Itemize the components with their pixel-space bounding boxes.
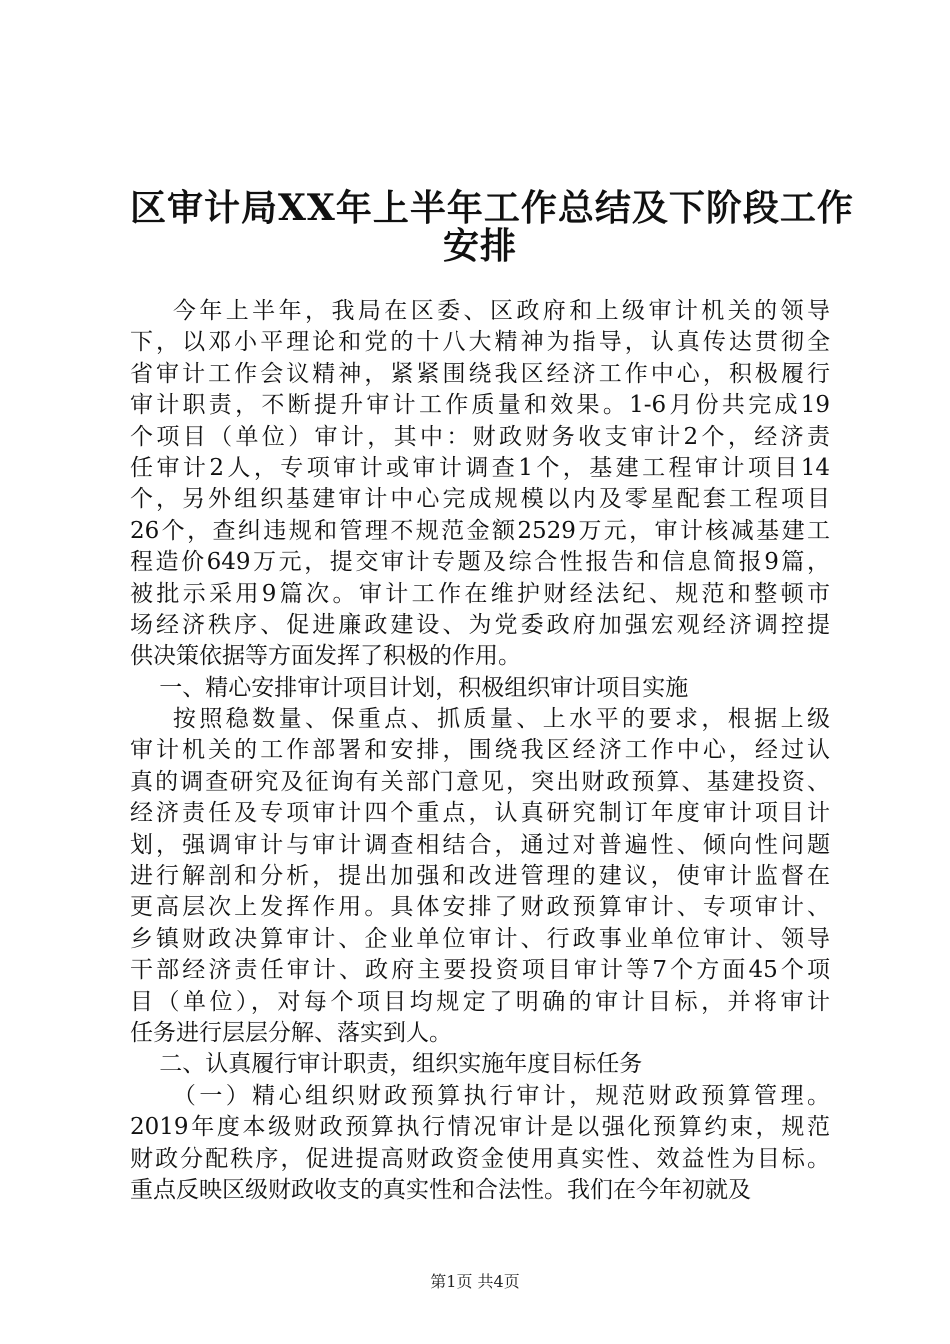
body-line: 2019年度本级财政预算执行情况审计是以强化预算约束，规范 xyxy=(130,1114,830,1141)
body-line: 个项目（单位）审计，其中：财政财务收支审计2个，经济责 xyxy=(130,423,830,450)
body-line: 程造价649万元，提交审计专题及综合性报告和信息简报9篇， xyxy=(130,549,830,576)
body-line: 审计职责，不断提升审计工作质量和效果。1-6月份共完成19 xyxy=(130,392,830,419)
body-line: 干部经济责任审计、政府主要投资项目审计等7个方面45个项 xyxy=(130,957,830,984)
body-line: 任审计2人，专项审计或审计调查1个，基建工程审计项目14 xyxy=(130,454,830,481)
body-line: 按照稳数量、保重点、抓质量、上水平的要求，根据上级 xyxy=(130,706,830,733)
body-line: 供决策依据等方面发挥了积极的作用。 xyxy=(130,643,521,670)
document-body xyxy=(130,296,830,1206)
body-line: 下，以邓小平理论和党的十八大精神为指导，认真传达贯彻全 xyxy=(130,329,830,356)
body-line: 场经济秩序、促进廉政建设、为党委政府加强宏观经济调控提 xyxy=(130,611,830,638)
body-line: 个，另外组织基建审计中心完成规模以内及零星配套工程项目 xyxy=(130,486,830,513)
body-line: 一、精心安排审计项目计划，积极组织审计项目实施 xyxy=(130,674,689,701)
body-line: 省审计工作会议精神，紧紧围绕我区经济工作中心，积极履行 xyxy=(130,360,830,387)
document-title-line-2: 安排 xyxy=(442,225,517,267)
body-line: 划，强调审计与审计调查相结合，通过对普遍性、倾向性问题 xyxy=(130,831,830,858)
document-title-line-1: 区审计局XX年上半年工作总结及下阶段工作 xyxy=(130,187,854,229)
body-line: 被批示采用9篇次。审计工作在维护财经法纪、规范和整顿市 xyxy=(130,580,830,607)
body-line: 目（单位），对每个项目均规定了明确的审计目标，并将审计 xyxy=(130,988,830,1015)
body-line: 财政分配秩序，促进提高财政资金使用真实性、效益性为目标。 xyxy=(130,1145,830,1172)
body-line: 经济责任及专项审计四个重点，认真研究制订年度审计项目计 xyxy=(130,800,830,827)
body-line: 今年上半年，我局在区委、区政府和上级审计机关的领导 xyxy=(130,298,830,324)
page-footer: 第1页 共4页 xyxy=(430,1272,520,1291)
body-line: 26个，查纠违规和管理不规范金额2529万元，审计核减基建工 xyxy=(130,517,830,544)
body-line: 真的调查研究及征询有关部门意见，突出财政预算、基建投资、 xyxy=(130,768,830,795)
body-line: 二、认真履行审计职责，组织实施年度目标任务 xyxy=(130,1051,643,1078)
body-line: 审计机关的工作部署和安排，围绕我区经济工作中心，经过认 xyxy=(130,737,830,764)
body-line: 乡镇财政决算审计、企业单位审计、行政事业单位审计、领导 xyxy=(130,925,830,952)
body-line: （一）精心组织财政预算执行审计，规范财政预算管理。 xyxy=(130,1082,830,1109)
body-line: 任务进行层层分解、落实到人。 xyxy=(130,1019,452,1046)
body-line: 进行解剖和分析，提出加强和改进管理的建议，使审计监督在 xyxy=(130,863,830,890)
body-line: 更高层次上发挥作用。具体安排了财政预算审计、专项审计、 xyxy=(130,894,830,921)
body-line: 重点反映区级财政收支的真实性和合法性。我们在今年初就及 xyxy=(130,1176,751,1203)
